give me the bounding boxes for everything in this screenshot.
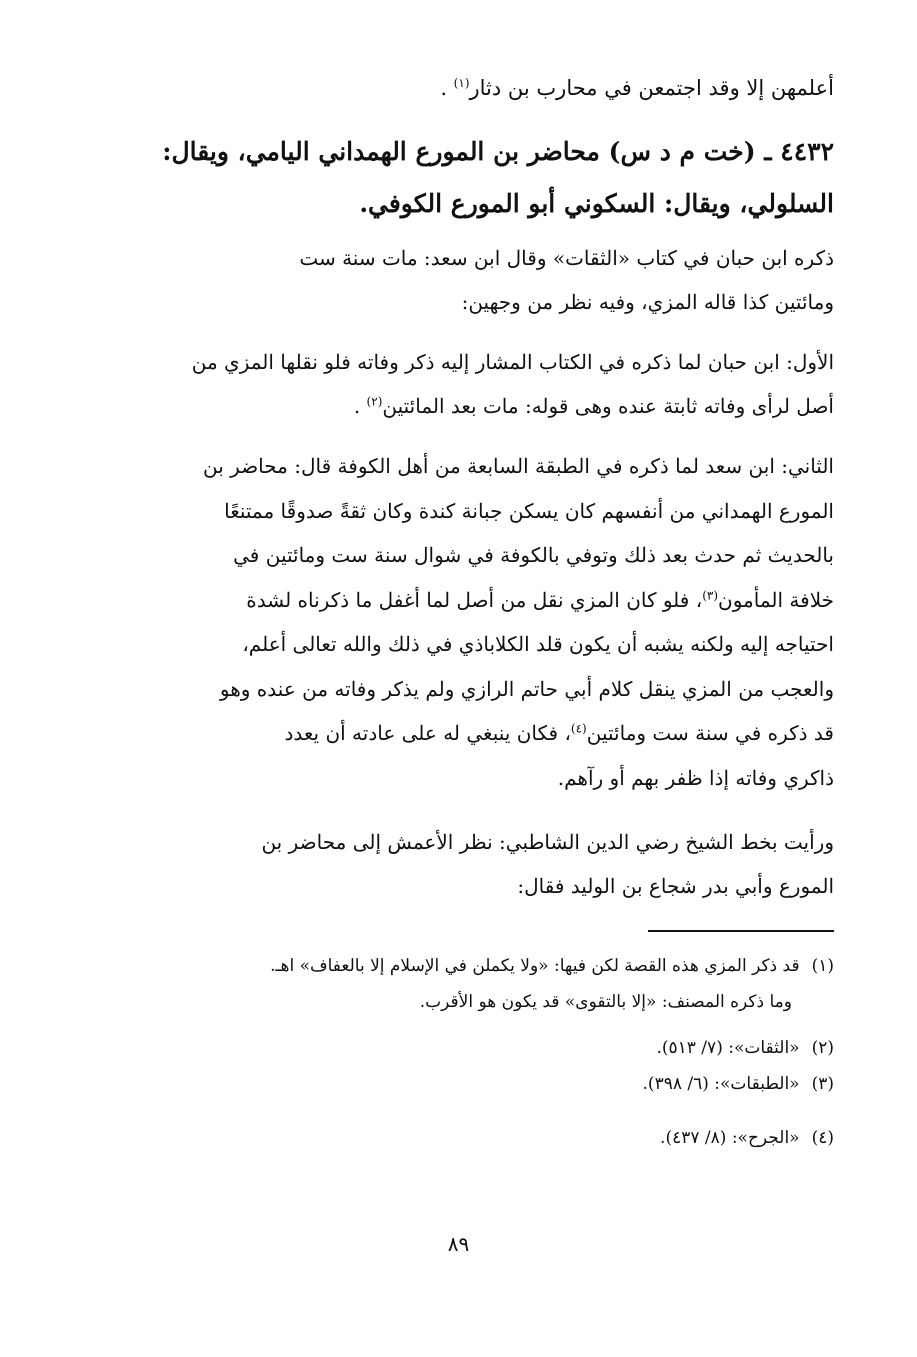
paragraph-line: ومائتين كذا قاله المزي، وفيه نظر من وجهين:	[461, 290, 834, 314]
footnote-text: «الثقات»: (٧/ ٥١٣).	[656, 1038, 800, 1058]
footnote-number: (١)	[811, 956, 834, 976]
footnote-text: قد ذكر المزي هذه القصة لكن فيها: «ولا يكملن في الإسلام إلا بالعفاف» اهـ.	[270, 956, 800, 976]
paragraph-line: المورع الهمداني من أنفسهم كان يسكن جبانة كندة وكان ثقةً صدوقًا ممتنعًا	[224, 498, 834, 523]
paragraph-line: خلافة المأمون$^{(٣)}$، فلو كان المزي نقل من أصل لما أغفل ما ذكرناه لشدة	[246, 587, 834, 612]
footnote-separator	[648, 930, 834, 932]
entry-heading-line-1: ٤٤٣٢ ـ (خت م د س) محاضر بن المورع الهمداني اليامي، ويقال:	[162, 137, 834, 166]
footnote-ref-2: (٢)	[366, 394, 383, 409]
footnote-ref-3: (٣)	[702, 587, 719, 602]
footnote-ref-1: (١)	[453, 76, 470, 90]
paragraph-line: ذكره ابن حبان في كتاب «الثقات» وقال ابن سعد: مات سنة ست	[299, 246, 834, 270]
footnote-number: (٢)	[811, 1038, 834, 1058]
carryover-text	[130, 66, 834, 110]
carryover-line: أعلمهن إلا وقد اجتمعن في محارب بن دثار$^{(١)}$ .	[440, 76, 834, 100]
paragraph-2	[130, 340, 834, 428]
entry-heading	[130, 126, 834, 230]
paragraph-line: أصل لرأى وفاته ثابتة عنده وهى قوله: مات بعد المائتين$^{(٢)}$ .	[353, 394, 834, 418]
footnote-2	[130, 1030, 834, 1066]
paragraph-line: المورع وأبي بدر شجاع بن الوليد فقال:	[517, 874, 834, 898]
paragraph-line: احتياجه إليه ولكنه يشبه أن يكون قلد الكلاباذي في ذلك والله تعالى أعلم،	[242, 632, 834, 656]
footnote-text: «الجرح»: (٨/ ٤٣٧).	[660, 1128, 800, 1148]
footnote-text: «الطبقات»: (٦/ ٣٩٨).	[642, 1074, 800, 1094]
entry-heading-line-2: السلولي، ويقال: السكوني أبو المورع الكوفي.	[359, 189, 834, 218]
footnote-text: وما ذكره المصنف: «إلا بالتقوى» قد يكون هو الأقرب.	[419, 992, 792, 1012]
paragraph-line: ورأيت بخط الشيخ رضي الدين الشاطبي: نظر الأعمش إلى محاضر بن	[261, 830, 834, 854]
paragraph-line: قد ذكره في سنة ست ومائتين$^{(٤)}$، فكان ينبغي له على عادته أن يعدد	[284, 721, 834, 745]
footnote-number: (٣)	[811, 1074, 834, 1094]
paragraph-line: ذاكري وفاته إذا ظفر بهم أو رآهم.	[557, 765, 834, 790]
page-number: ٨٩	[447, 1232, 470, 1256]
paragraph-1	[130, 236, 834, 324]
paragraph-line: الثاني: ابن سعد لما ذكره في الطبقة السابعة من أهل الكوفة قال: محاضر بن	[203, 454, 834, 478]
paragraph-line: والعجب من المزي ينقل كلام أبي حاتم الرازي ولم يذكر وفاته من عنده وهو	[219, 676, 834, 701]
paragraph-4	[130, 820, 834, 908]
footnote-number: (٤)	[811, 1128, 834, 1148]
footnote-1	[130, 948, 834, 1020]
paragraph-line: بالحديث ثم حدث بعد ذلك وتوفي بالكوفة في شوال سنة ست ومائتين في	[233, 543, 834, 567]
paragraph-3	[130, 444, 834, 800]
footnote-4	[130, 1120, 834, 1156]
paragraph-line: الأول: ابن حبان لما ذكره في الكتاب المشار إليه ذكر وفاته فلو نقلها المزي من	[191, 350, 834, 374]
footnote-ref-4: (٤)	[570, 721, 587, 736]
footnote-3	[130, 1066, 834, 1102]
